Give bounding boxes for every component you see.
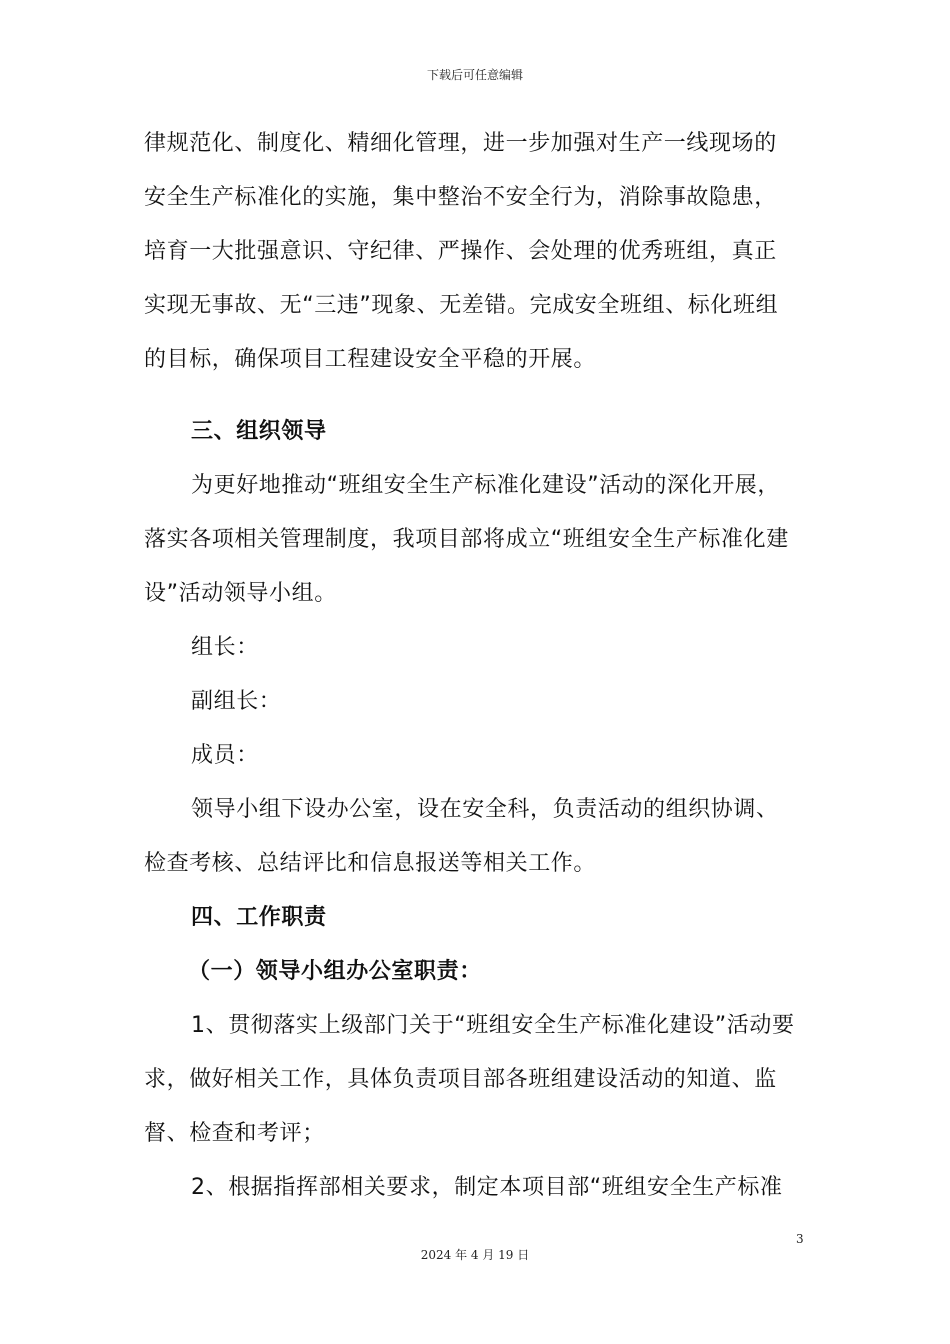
section-heading: 三、组织领导 xyxy=(191,419,327,444)
subsection-heading: （一）领导小组办公室职责： xyxy=(188,959,482,984)
page-number: 3 xyxy=(796,1232,804,1246)
paragraph-line: 领导小组下设办公室，设在安全科，负责活动的组织协调、 xyxy=(191,797,779,822)
paragraph-line: 检查考核、总结评比和信息报送等相关工作。 xyxy=(144,851,597,876)
paragraph-line: 1、贯彻落实上级部门关于“班组安全生产标准化建设”活动要 xyxy=(191,1013,795,1038)
paragraph-line: 律规范化、制度化、精细化管理，进一步加强对生产一线现场的 xyxy=(144,131,777,156)
paragraph-line: 督、检查和考评； xyxy=(144,1121,325,1146)
paragraph-line: 安全生产标准化的实施，集中整治不安全行为，消除事故隐患， xyxy=(144,185,777,210)
paragraph-line: 培育一大批强意识、守纪律、严操作、会处理的优秀班组，真正 xyxy=(144,239,777,264)
members-field: 成员： xyxy=(191,743,259,768)
paragraph-line: 的目标，确保项目工程建设安全平稳的开展。 xyxy=(144,347,597,372)
paragraph-line: 为更好地推动“班组安全生产标准化建设”活动的深化开展， xyxy=(191,473,780,498)
paragraph-line: 求，做好相关工作，具体负责项目部各班组建设活动的知道、监 xyxy=(144,1067,777,1092)
page-footer-date: 2024 年 4 月 19 日 xyxy=(420,1248,530,1262)
paragraph-line: 实现无事故、无“三违”现象、无差错。完成安全班组、标化班组 xyxy=(144,293,779,318)
paragraph-line: 设”活动领导小组。 xyxy=(144,581,337,606)
section-heading: 四、工作职责 xyxy=(191,905,327,930)
paragraph-line: 落实各项相关管理制度，我项目部将成立“班组安全生产标准化建 xyxy=(144,527,789,552)
deputy-leader-field: 副组长： xyxy=(191,689,282,714)
leader-field: 组长： xyxy=(191,635,259,660)
paragraph-line: 2、根据指挥部相关要求，制定本项目部“班组安全生产标准 xyxy=(191,1175,783,1200)
page-header: 下载后可任意编辑 xyxy=(426,68,523,82)
